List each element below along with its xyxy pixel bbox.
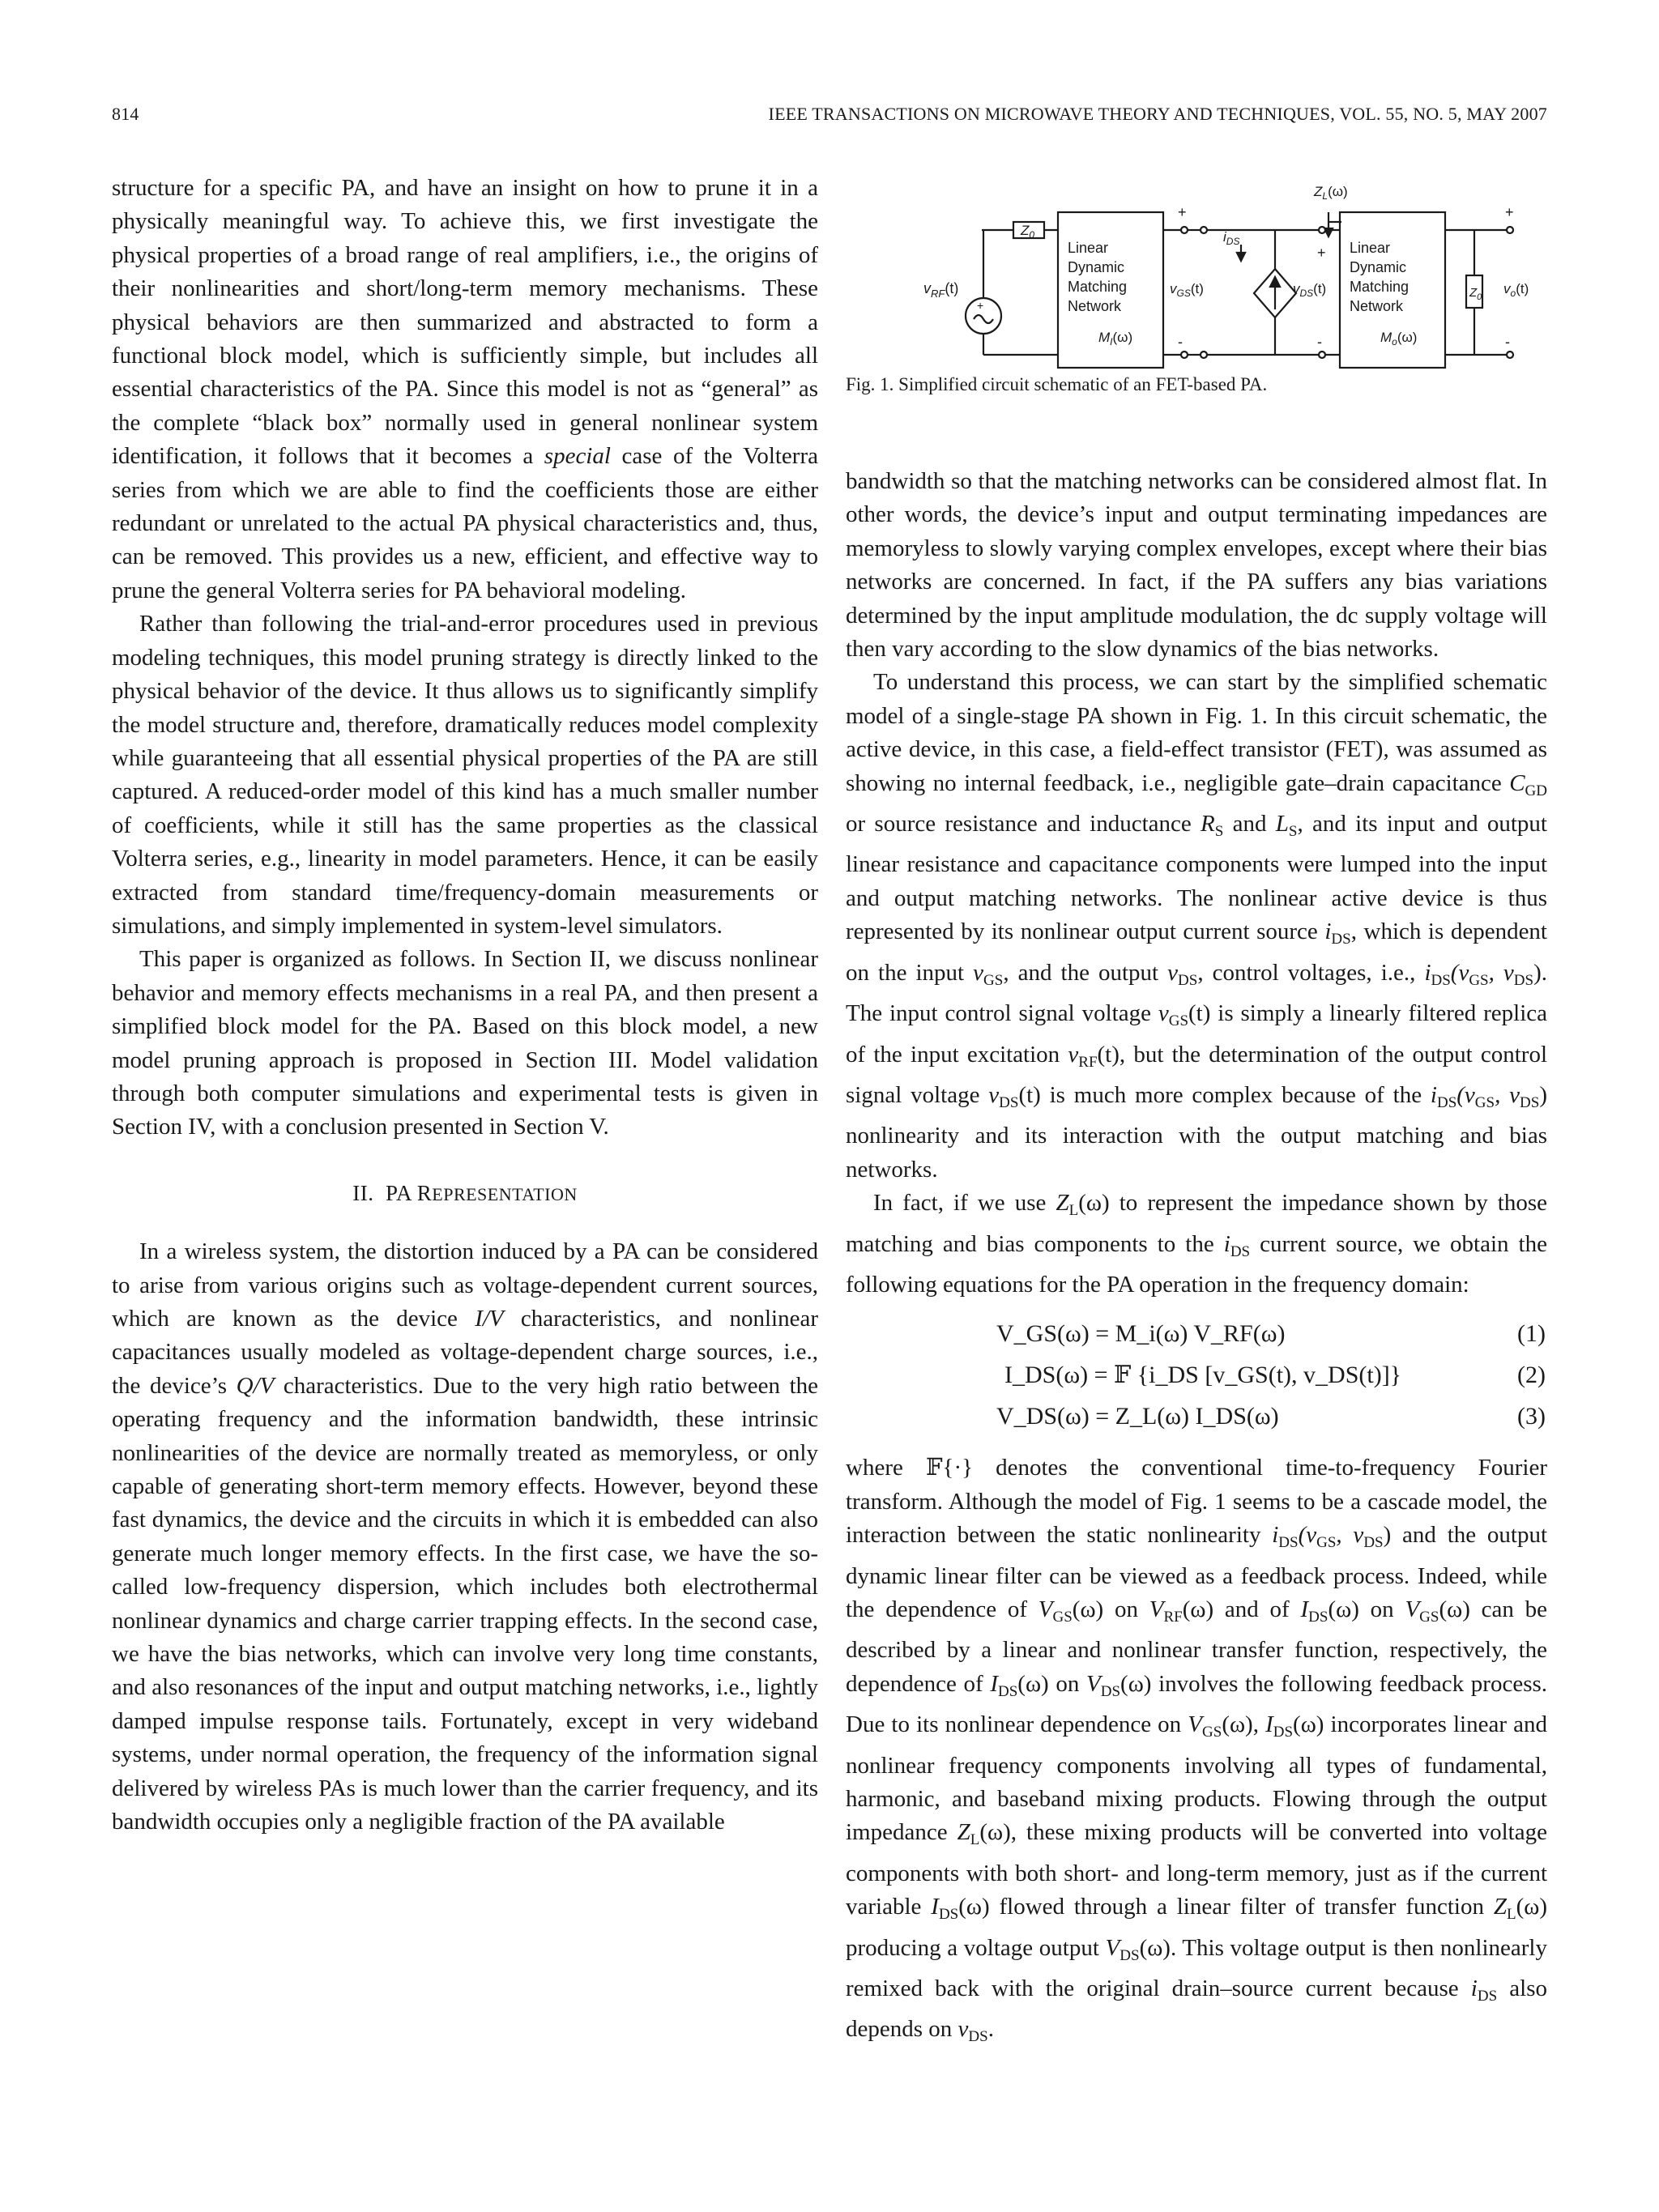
svg-text:vRF(t): $v_{RF}(t)$ (923, 280, 959, 300)
equation-2: I_DS(ω) = 𝔽 {i_DS [v_GS(t), v_DS(t)]} (2) (1004, 1362, 1546, 1389)
section-heading: II. PA REPRESENTATION (352, 1180, 578, 1205)
paragraph: Rather than following the trial-and-error procedures used in previous modeling techniques, this model pruning strategy is directly linked to the physical behavior of the device. It thus allows us to significantly simplify the model structure and, therefore, dramatically reduces model complexity while guaranteeing that all essential physical properties of the PA are still captured. A reduced-order model of this kind has a much smaller number of coefficients, while it still has the same properties as the classical Volterra series, e.g., linearity in model parameters. Hence, it can be easily extracted from standard time/frequency-domain measurements or simulations, and simply implemented in system-level simulators. (112, 611, 818, 939)
ids-label: $i_{DS}$ (1223, 229, 1240, 247)
vgs-plus: + (1178, 204, 1187, 220)
equation-block (846, 1313, 1547, 1437)
vds-minus: - (1317, 334, 1322, 350)
z0-label: $Z_0$ (1021, 223, 1035, 241)
source-plus: + (977, 299, 984, 312)
vgs-label: $v_{GS}(t)$ (1170, 281, 1204, 299)
equation-3: V_DS(ω) = Z_L(ω) I_DS(ω) (3) (996, 1403, 1546, 1430)
vds-label: $v_{DS}(t)$ (1293, 281, 1327, 299)
page-number: 814 (112, 104, 139, 124)
paragraph: bandwidth so that the matching networks can be considered almost flat. In other words, the device’s input and output terminating impedances are memoryless to slowly varying complex envelopes, except where their bias networks are concerned. In fact, if the PA suffers any bias variations determined by the input amplitude modulation, the dc supply voltage will then vary according to the slow dynamics of the bias networks. (846, 468, 1547, 663)
in-block-line3: Matching (1068, 279, 1128, 295)
figure-caption: Fig. 1. Simplified circuit schematic of an FET-based PA. (846, 374, 1268, 394)
vo-plus: + (1505, 204, 1514, 220)
zl-label: $Z_L(\omega)$ (1314, 184, 1348, 202)
mi-label: $M_I(\omega)$ (1098, 330, 1133, 347)
left-column (112, 172, 818, 1839)
journal-header: IEEE TRANSACTIONS ON MICROWAVE THEORY AND TECHNIQUES, VOL. 55, NO. 5, MAY 2007 (768, 104, 1547, 124)
right-column (846, 465, 1547, 2054)
paragraph: To understand this process, we can start by the simplified schematic model of a single-stage PA shown in Fig. 1. In this circuit schematic, the active device, in this case, a field-effect transistor (FET), was assumed as showing no internal feedback, i.e., negligible gate–drain capacitance $C_{GD}$ or source resistance and inductance $R_S$ and $L_S$, and its input and output linear resistance and capacitance components were lumped into the input and output matching networks. The nonlinear active device is thus represented by its nonlinear output current source $i_{DS}$, which is dependent on the input $v_{GS}$, and the output $v_{DS}$, control voltages, i.e., $i_{DS}(v_{GS}$, $v_{DS}$). The input control signal voltage $v_{GS}(t)$ is simply a linearly filtered replica of the input excitation $v_{RF}(t)$, but the determination of the output control signal voltage $v_{DS}(t)$ is much more complex because of the $i_{DS}(v_{GS}$, $v_{DS}$) nonlinearity and its interaction with the output matching and bias networks. (846, 669, 1548, 1183)
vgs-minus: - (1178, 334, 1183, 350)
paragraph: This paper is organized as follows. In Section II, we discuss nonlinear behavior and memory effects mechanisms in a real PA, and then present a simplified block model for the PA. Based on this block model, a new model pruning approach is proposed in Section III. Model validation through both computer simulations and experimental tests is given in Section IV, with a conclusion presented in Section V. (112, 946, 818, 1140)
paragraph: In a wireless system, the distortion induced by a PA can be considered to arise from various origins such as voltage-dependent current sources, which are known as the device I/V characteristics, and nonlinear capacitances usually modeled as voltage-dependent charge sources, i.e., the device’s Q/V characteristics. Due to the very high ratio between the operating frequency and the information bandwidth, these intrinsic nonlinearities of the device are normally treated as memoryless, or only capable of generating short-term memory effects. However, beyond these fast dynamics, the device and the circuits in which it is embedded can also generate much longer memory effects. In the first case, we have the so-called low-frequency dispersion, which includes both electrothermal nonlinear dynamics and charge carrier trapping effects. In the second case, we have the bias networks, which can involve very long time constants, and also resonances of the input and output matching networks, i.e., lightly damped impulse response tails. Fortunately, except in very wideband systems, under normal operation, the frequency of the information signal delivered by wireless PAs is much lower than the carrier frequency, and its bandwidth occupies only a negligible fraction of the PA available (112, 1238, 819, 1835)
out-block-line3: Matching (1350, 279, 1410, 295)
paragraph: where 𝔽{·} denotes the conventional time-to-frequency Fourier transform. Although the model of Fig. 1 seems to be a cascade model, the interaction between the static nonlinearity $i_{DS}(v_{GS}$, $v_{DS}$) and the output dynamic linear filter can be viewed as a feedback process. Indeed, while the dependence of $V_{GS}(\omega)$ on $V_{RF}(\omega)$ and of $I_{DS}(\omega)$ on $V_{GS}(\omega)$ can be described by a linear and nonlinear transfer function, respectively, the dependence of $I_{DS}(\omega)$ on $V_{DS}(\omega)$ involves the following feedback process. Due to its nonlinear dependence on $V_{GS}(\omega)$, $I_{DS}(\omega)$ incorporates linear and nonlinear frequency components involving all types of fundamental, harmonic, and baseband mixing products. Flowing through the output impedance $Z_L(\omega)$, these mixing products will be converted into voltage components with both short- and long-term memory, just as if the current variable $I_{DS}(\omega)$ flowed through a linear filter of transfer function $Z_L(\omega)$ producing a voltage output $V_{DS}(\omega)$. This voltage output is then nonlinearly remixed back with the original drain–source current because $i_{DS}$ also depends on $v_{DS}$. (846, 1455, 1548, 2046)
in-block-line2: Dynamic (1068, 259, 1125, 275)
vo-label: $v_o(t)$ (1503, 281, 1529, 299)
paragraph: In fact, if we use $Z_L(\omega)$ to represent the impedance shown by those matching and bias components to the $i_{DS}$ current source, we obtain the following equations for the PA operation in the frequency domain: (846, 1190, 1547, 1298)
equation-1: V_GS(ω) = M_i(ω) V_RF(ω) (1) (996, 1320, 1546, 1348)
in-block-line1: Linear (1068, 240, 1109, 256)
vds-plus: + (1317, 245, 1326, 261)
out-block-line1: Linear (1350, 240, 1391, 256)
out-block-line4: Network (1350, 298, 1404, 314)
source-label: v (923, 280, 931, 296)
out-block-line2: Dynamic (1350, 259, 1407, 275)
vo-minus: - (1505, 334, 1510, 350)
load-z0-label: $Z_0$ (1469, 286, 1482, 302)
circuit-schematic-figure (846, 180, 1547, 390)
paragraph: structure for a specific PA, and have an insight on how to prune it in a physically meaningful way. To achieve this, we first investigate the physical properties of a broad range of real amplifiers, i.e., the origins of their nonlinearities and short/long-term memory mechanisms. These physical behaviors are then summarized and abstracted to form a functional block model, which is sufficiently simple, but includes all essential characteristics of the PA. Since this model is not as “general” as the complete “black box” normally used in general nonlinear system identification, it follows that it becomes a special case of the Volterra series from which we are able to find the coefficients those are either redundant or unrelated to the actual PA physical characteristics and, thus, can be removed. This provides us a new, efficient, and effective way to prune the general Volterra series for PA behavioral modeling. (112, 175, 818, 603)
mo-label: $M_o(\omega)$ (1380, 330, 1418, 347)
in-block-line4: Network (1068, 298, 1122, 314)
